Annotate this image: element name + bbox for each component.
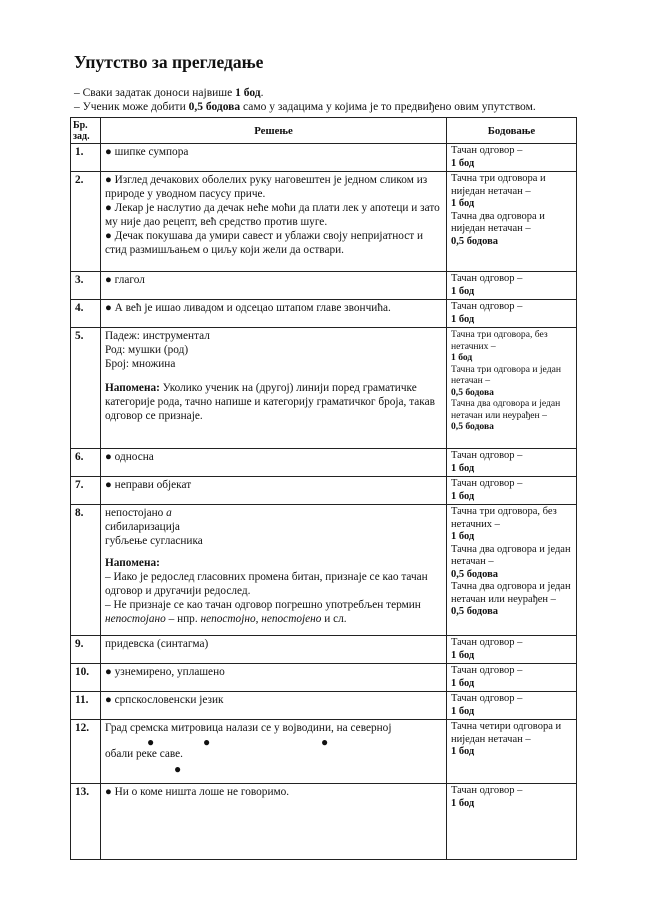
task-number: 3. (71, 272, 101, 300)
rule-half-points (74, 100, 594, 114)
task-number: 4. (71, 300, 101, 328)
solution-cell: придевска (синтагма) (101, 636, 447, 664)
header-points: Бодовање (447, 118, 577, 144)
marker-dot: ● (174, 762, 182, 776)
rule-bold: 1 бод (235, 87, 261, 99)
solution-cell: ● шипке сумпора (101, 144, 447, 172)
table-row (71, 144, 577, 172)
points-cell: Тачна три одговора, без нетачних – 1 бод Тачна два одговора и један нетачан – 0,5 бодова Тачна два одговора и један нетачан или неурађен – 0,5 бодова (447, 505, 577, 636)
table-row (71, 692, 577, 720)
solution-cell: Падеж: инструментал Род: мушки (род) Број: множина Напомена: Уколико ученик на (другој) линији поред граматичке категорије рода, тачно напише и категорију граматичког броја, такав одговор се признаје. (101, 328, 447, 449)
rule-text: – Сваки задатак доноси највише (74, 87, 236, 99)
scoring-rules (74, 86, 594, 114)
solution-cell: ● српскословенски језик (101, 692, 447, 720)
error-markers: ● ● ● обали реке саве. ● (105, 735, 329, 776)
solution-cell: ● Изглед дечакових оболелих руку наговештен је једном сликом из природе у уводном пасусу приче. ● Лекар је наслутио да дечак неће моћи да плати лек у апотеци и зато му није дао рецепт, већ средство против шуге. ● Дечак покушава да умири савест и ублажи своју непријатност и стид размишљањем о циљу који жели да оствари. (101, 172, 447, 272)
task-number: 10. (71, 664, 101, 692)
table-row (71, 505, 577, 636)
rule-text: . (260, 87, 264, 99)
task-number: 11. (71, 692, 101, 720)
table-row (71, 636, 577, 664)
points-cell: Тачан одговор – 1 бод (447, 636, 577, 664)
solution-cell: ● глагол (101, 272, 447, 300)
grading-table (70, 117, 577, 860)
task-number: 6. (71, 449, 101, 477)
header-solution: Решење (101, 118, 447, 144)
task-number: 1. (71, 144, 101, 172)
points-cell: Тачан одговор – 1 бод (447, 144, 577, 172)
points-cell: Тачна три одговора, без нетачних – 1 бод Тачна три одговора и један нетачан – 0,5 бодова Тачна два одговора и један нетачан или неурађен – 0,5 бодова (447, 328, 577, 449)
solution-cell: Град сремска митровица налази се у војводини, на северној ● ● ● обали реке саве. ● (101, 720, 447, 784)
rule-bold: 0,5 бодова (188, 101, 241, 113)
task-number: 8. (71, 505, 101, 636)
rule-text: само у задацима у којима је то предвиђено овим упутством. (240, 101, 536, 113)
points-cell: Тачан одговор – 1 бод (447, 692, 577, 720)
note: Напомена: Уколико ученик на (другој) линији поред граматичке категорије рода, тачно напише и категорију граматичког броја, такав одговор се признаје. (105, 382, 435, 422)
rule-max-points (74, 86, 594, 100)
table-row (71, 449, 577, 477)
table-row (71, 720, 577, 784)
task-number: 7. (71, 477, 101, 505)
points-cell: Тачан одговор – 1 бод (447, 272, 577, 300)
points-cell: Тачан одговор – 1 бод (447, 477, 577, 505)
table-row (71, 300, 577, 328)
points-cell: Тачан одговор – 1 бод (447, 449, 577, 477)
marker-dot: ● (203, 735, 211, 749)
points-cell: Тачна четири одговора и ниједан нетачан – 1 бод (447, 720, 577, 784)
solution-cell: ● А већ је ишао ливадом и одсецао штапом главе звончића. (101, 300, 447, 328)
solution-cell: ● узнемирено, уплашено (101, 664, 447, 692)
table-row (71, 272, 577, 300)
table-header-row (71, 118, 577, 144)
table-row (71, 172, 577, 272)
note-label: Напомена: (105, 557, 160, 569)
solution-cell: ● односна (101, 449, 447, 477)
header-task-number: Бр. зад. (71, 118, 101, 144)
task-number: 2. (71, 172, 101, 272)
table-row (71, 664, 577, 692)
points-cell: Тачан одговор – 1 бод (447, 664, 577, 692)
marker-dot: ● (321, 735, 329, 749)
points-cell: Тачна три одговора и ниједан нетачан – 1 бод Тачна два одговора и ниједан нетачан – 0,5 бодова (447, 172, 577, 272)
table-row (71, 784, 577, 860)
solution-cell: ● неправи објекат (101, 477, 447, 505)
table-row (71, 477, 577, 505)
page-title: Упутство за прегледање (74, 52, 264, 72)
marker-dot: ● (147, 735, 155, 749)
points-cell: Тачан одговор – 1 бод (447, 300, 577, 328)
rule-text: – Ученик може добити (74, 101, 189, 113)
points-cell: Тачан одговор – 1 бод (447, 784, 577, 860)
table-row (71, 328, 577, 449)
task-number: 9. (71, 636, 101, 664)
task-number: 12. (71, 720, 101, 784)
task-number: 5. (71, 328, 101, 449)
task-number: 13. (71, 784, 101, 860)
solution-cell: ● Ни о коме ништа лоше не говоримо. (101, 784, 447, 860)
solution-cell: непостојано а сибиларизација губљење сугласника Напомена: – Иако је редослед гласовних промена битан, признаје се као тачан одговор и другачији редослед. – Не признаје се као тачан одговор погрешно употребљен термин непостојано – нпр. непостојно, непостојено и сл. (101, 505, 447, 636)
